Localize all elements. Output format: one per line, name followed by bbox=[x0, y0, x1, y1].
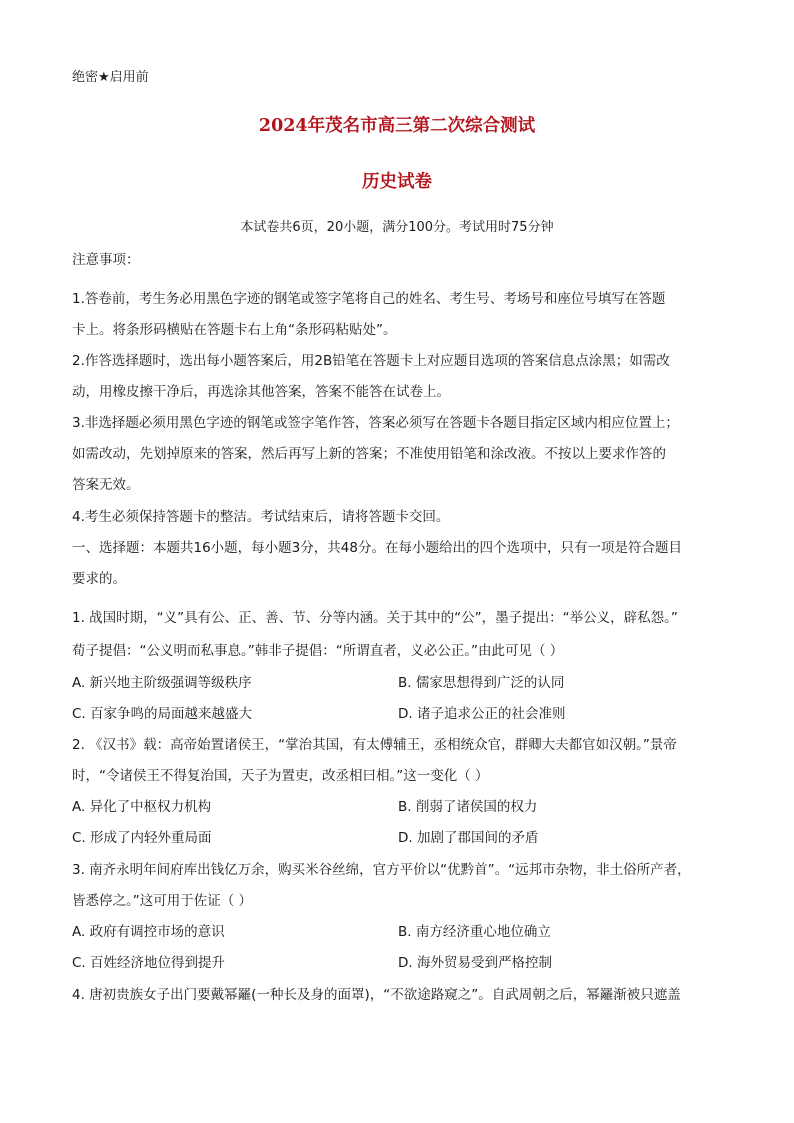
question-1-option-a: A. 新兴地主阶级强调等级秩序 bbox=[72, 675, 252, 691]
question-3-option-b: B. 南方经济重心地位确立 bbox=[398, 924, 551, 940]
notes-line: 2.作答选择题时，选出每小题答案后，用2B铅笔在答题卡上对应题目选项的答案信息点涂黑；如需改 bbox=[72, 353, 670, 369]
question-3-text: 皆悉停之。”这可用于佐证（ ） bbox=[72, 893, 253, 909]
notes-heading: 注意事项： bbox=[72, 252, 140, 268]
question-3-option-d: D. 海外贸易受到严格控制 bbox=[398, 955, 552, 971]
question-1-option-b: B. 儒家思想得到广泛的认同 bbox=[398, 675, 565, 691]
notes-line: 3.非选择题必须用黑色字迹的钢笔或签字笔作答，答案必须写在答题卡各题目指定区域内相应位置上； bbox=[72, 415, 679, 431]
notes-line: 卡上。将条形码横贴在答题卡右上角“条形码粘贴处”。 bbox=[72, 322, 397, 338]
question-2-option-d: D. 加剧了郡国间的矛盾 bbox=[398, 830, 539, 846]
question-1-option-d: D. 诸子追求公正的社会准则 bbox=[398, 706, 566, 722]
notes-line: 4.考生必须保持答题卡的整洁。考试结束后，请将答题卡交回。 bbox=[72, 509, 450, 525]
question-2-text: 时，“令诸侯王不得复治国，天子为置吏，改丞相曰相。”这一变化（ ） bbox=[72, 768, 489, 784]
question-1-text: 1. 战国时期，“义”具有公、正、善、节、分等内涵。关于其中的“公”，墨子提出：“举公义，辟私怨。” bbox=[72, 610, 678, 626]
question-2-option-c: C. 形成了内轻外重局面 bbox=[72, 830, 212, 846]
question-4-text: 4. 唐初贵族女子出门要戴幂䍦(一种长及身的面罩)，“不欲途路窥之”。自武周朝之后，幂䍦渐被只遮盖 bbox=[72, 987, 681, 1003]
notes-line: 动，用橡皮擦干净后，再选涂其他答案，答案不能答在试卷上。 bbox=[72, 384, 450, 400]
notes-line: 如需改动，先划掉原来的答案，然后再写上新的答案；不准使用铅笔和涂改液。不按以上要求作答的 bbox=[72, 446, 666, 462]
exam-subtitle: 历史试卷 bbox=[362, 172, 432, 192]
exam-meta: 本试卷共6页，20小题，满分100分。考试用时75分钟 bbox=[240, 220, 554, 235]
question-1-text: 荀子提倡：“公义明而私事息。”韩非子提倡：“所谓直者，义必公正。”由此可见（ ） bbox=[72, 643, 564, 659]
section-heading: 一、选择题：本题共16小题，每小题3分，共48分。在每小题给出的四个选项中，只有一项是符合题目 bbox=[72, 540, 682, 556]
notes-line: 答案无效。 bbox=[72, 477, 140, 493]
question-2-option-a: A. 异化了中枢权力机构 bbox=[72, 799, 212, 815]
question-3-option-c: C. 百姓经济地位得到提升 bbox=[72, 955, 226, 971]
exam-title: 2024年茂名市高三第二次综合测试 bbox=[258, 116, 536, 136]
question-2-text: 2. 《汉书》载：高帝始置诸侯王，“掌治其国，有太傅辅王，丞相统众官，群卿大夫都官如汉朝。”景帝 bbox=[72, 737, 677, 753]
question-2-option-b: B. 削弱了诸侯国的权力 bbox=[398, 799, 538, 815]
confidential-label: 绝密★启用前 bbox=[72, 70, 149, 85]
question-3-text: 3. 南齐永明年间府库出钱亿万余，购买米谷丝绵，官方平价以“优黔首”。“远邦市杂物，非土俗所产者， bbox=[72, 862, 691, 878]
notes-line: 1.答卷前，考生务必用黑色字迹的钢笔或签字笔将自己的姓名、考生号、考场号和座位号填写在答题 bbox=[72, 291, 666, 307]
question-1-option-c: C. 百家争鸣的局面越来越盛大 bbox=[72, 706, 253, 722]
section-heading-cont: 要求的。 bbox=[72, 571, 126, 587]
question-3-option-a: A. 政府有调控市场的意识 bbox=[72, 924, 225, 940]
